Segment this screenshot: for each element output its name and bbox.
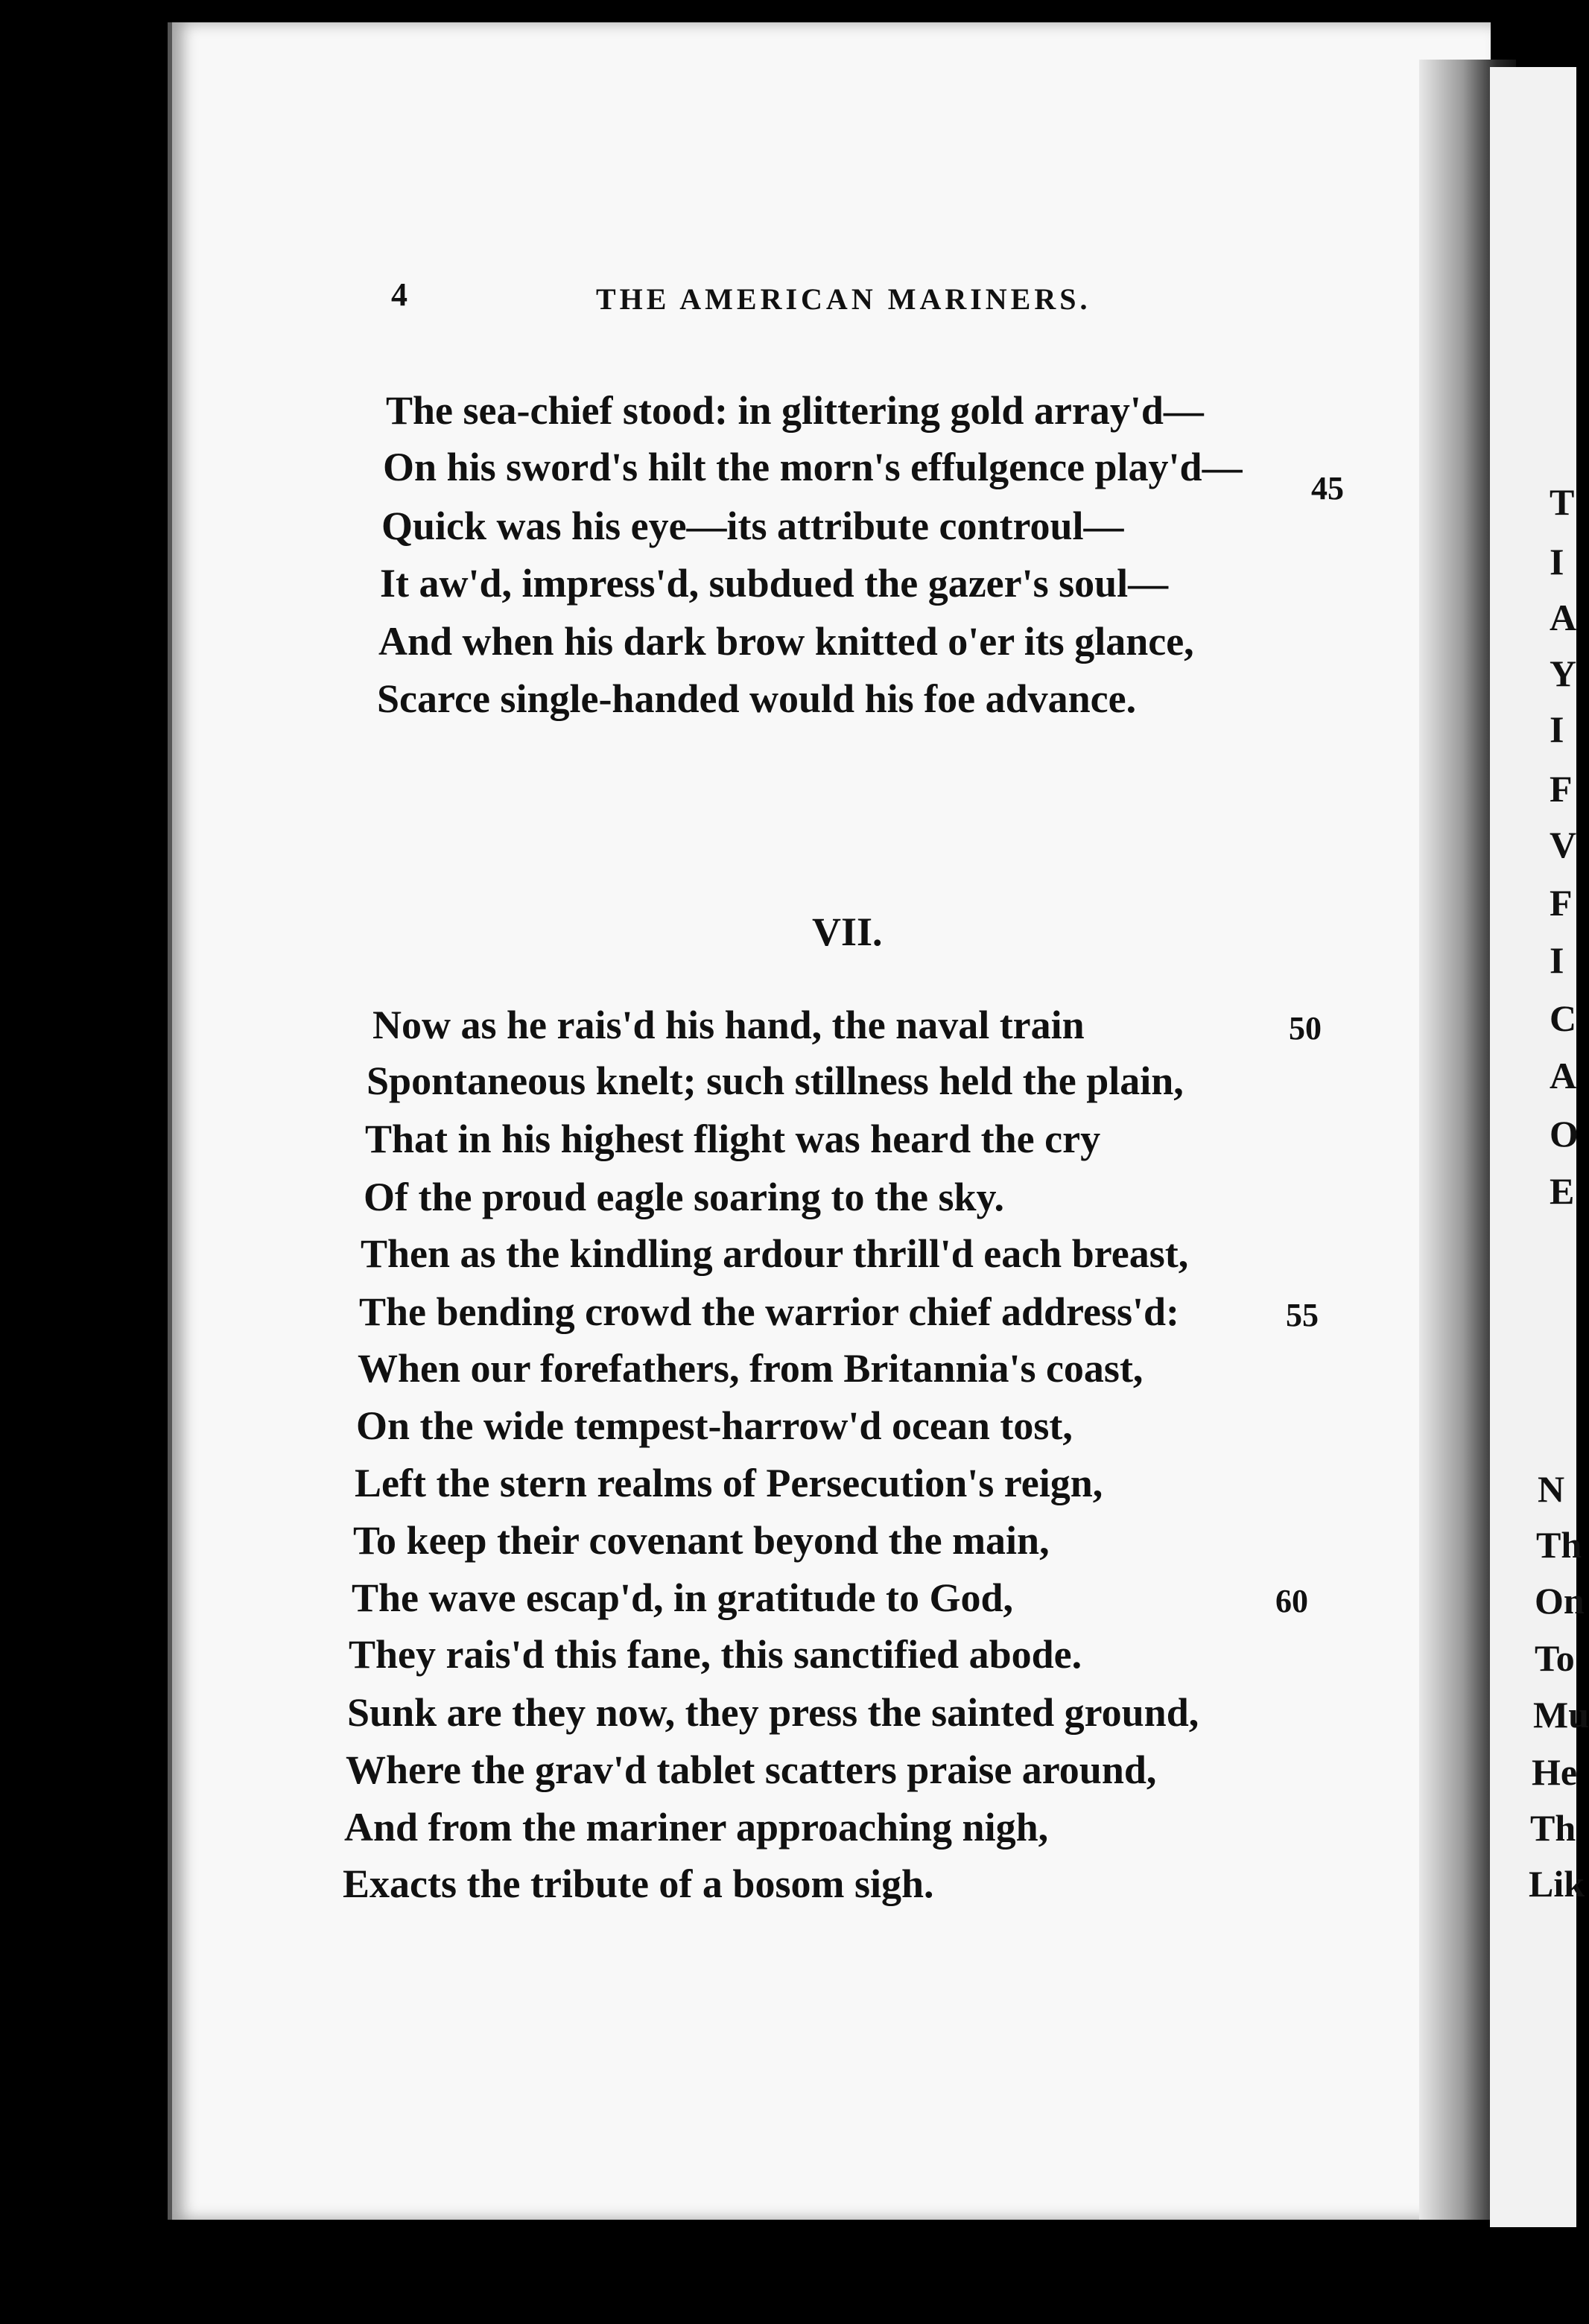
facing-page-fragment: I	[1550, 939, 1564, 981]
facing-page-fragment: On	[1535, 1580, 1585, 1622]
facing-page-fragment: F	[1550, 768, 1573, 810]
line-number: 45	[1311, 470, 1344, 507]
facing-page-fragment: A	[1550, 597, 1577, 638]
verse-line: The wave escap'd, in gratitude to God,	[352, 1575, 1014, 1620]
verse-line: Left the stern realms of Persecution's reign,	[355, 1461, 1103, 1505]
verse-line: On his sword's hilt the morn's effulgence play'd—	[383, 445, 1243, 489]
running-title: THE AMERICAN MARINERS.	[596, 282, 1091, 316]
verse-line: It aw'd, impress'd, subdued the gazer's soul—	[380, 561, 1169, 606]
verse-line: To keep their covenant beyond the main,	[353, 1518, 1050, 1563]
verse-line: Sunk are they now, they press the sainted ground,	[347, 1690, 1199, 1735]
facing-page-fragment: C	[1550, 997, 1577, 1039]
verse-line: Quick was his eye—its attribute controul—	[381, 504, 1124, 548]
facing-page-fragment: T	[1550, 481, 1575, 523]
facing-page-fragment: I	[1550, 541, 1564, 582]
verse-line: Spontaneous knelt; such stillness held the plain,	[367, 1058, 1184, 1103]
facing-page-fragment: F	[1550, 882, 1573, 924]
verse-line: And from the mariner approaching nigh,	[344, 1805, 1049, 1850]
facing-page-fragment: Th	[1536, 1524, 1582, 1566]
verse-line: The sea-chief stood: in glittering gold array'd—	[386, 388, 1204, 433]
page-number: 4	[391, 276, 407, 313]
verse-line: They rais'd this fane, this sanctified abode.	[349, 1632, 1082, 1677]
line-number: 60	[1275, 1583, 1308, 1619]
facing-page-fragment: O	[1550, 1113, 1579, 1155]
facing-page-fragment: N	[1538, 1468, 1565, 1510]
facing-page-fragment: Lik	[1529, 1863, 1585, 1905]
verse-line: Now as he rais'd his hand, the naval train	[372, 1003, 1085, 1047]
facing-page-fragment: Th	[1530, 1807, 1576, 1849]
facing-page-fragment: To	[1535, 1637, 1575, 1679]
verse-line: When our forefathers, from Britannia's coast,	[358, 1346, 1144, 1391]
verse-line: That in his highest flight was heard the cry	[365, 1117, 1101, 1161]
facing-page-fragment: E	[1550, 1170, 1575, 1212]
verse-line: And when his dark brow knitted o'er its glance,	[378, 619, 1194, 664]
verse-line: Scarce single-handed would his foe advance.	[377, 676, 1137, 721]
verse-line: Exacts the tribute of a bosom sigh.	[343, 1861, 934, 1906]
facing-page-fragment: Mu	[1533, 1694, 1589, 1736]
verse-line: The bending crowd the warrior chief address'd:	[359, 1289, 1180, 1334]
line-number: 50	[1289, 1010, 1322, 1047]
verse-line: On the wide tempest-harrow'd ocean tost,	[356, 1403, 1073, 1448]
facing-page-fragment: A	[1550, 1055, 1577, 1096]
verse-line: Where the grav'd tablet scatters praise around,	[346, 1747, 1157, 1792]
facing-page-fragment: Y	[1550, 653, 1577, 694]
verse-line: Of the proud eagle soaring to the sky.	[364, 1175, 1005, 1219]
facing-page-fragment: I	[1550, 708, 1564, 750]
verse-line: Then as the kindling ardour thrill'd each breast,	[361, 1231, 1189, 1276]
section-heading: VII.	[812, 909, 883, 954]
facing-page-fragment: He	[1532, 1751, 1578, 1793]
facing-page-fragment: V	[1550, 824, 1577, 866]
page-header	[0, 276, 1576, 328]
line-number: 55	[1286, 1297, 1319, 1333]
